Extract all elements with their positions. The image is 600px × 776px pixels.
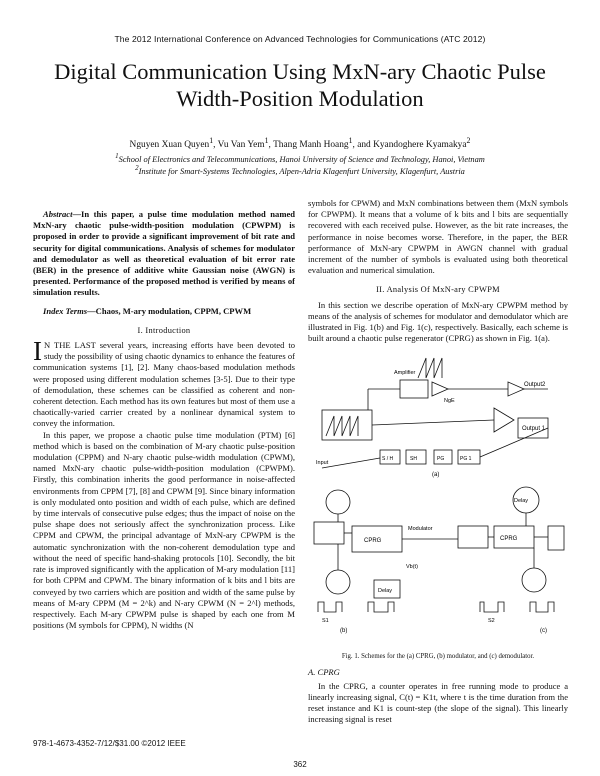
continued-paragraph: symbols for CPWM) and MxN combinations between them (MxN symbols for CPWPM). It means that a volume of k bits and l bits are sequentially recovered with each received pulse. However, as the bit rate increases, the performance in noise becomes worse. Therefore, in the paper, the BER performance of MxN-ary CPWPM in AWGN channel with gradual increment of the number of symbols is evaluated using both theoretical evaluation and numerical simulation. — [308, 198, 568, 276]
affiliation-1: $^1$School of Electronics and Telecommunications, Hanoi University of Science and Technology, Hanoi, Vietnam — [115, 152, 485, 164]
sawtooth-wave — [418, 358, 442, 378]
label-delay-c: Delay — [514, 498, 529, 505]
author-list: Nguyen Xuan Quyen$^1$, Vu Van Yem$^1$, Thang Manh Hoang$^1$, and Kyandoghere Kyamakya$^2$ — [129, 136, 471, 151]
label-delay-b: Delay — [378, 588, 393, 595]
conference-header: The 2012 International Conference on Advanced Technologies for Communications (ATC 2012) — [114, 34, 486, 44]
figure-caption: Fig. 1. Schemes for the (a) CPRG, (b) modulator, and (c) demodulator. — [341, 653, 535, 661]
label-a: (a) — [432, 472, 440, 479]
label-s1: S1 — [322, 618, 329, 625]
label-cprg-c: CPRG — [500, 536, 518, 543]
index-terms: Index Terms—Chaos, M-ary modulation, CPPM, CPWM — [43, 305, 252, 316]
label-input: Input — [316, 460, 329, 467]
intro-paragraph-1: I N THE LAST several years, increasing efforts have been devoted to study the possibility of using chaotic dynamics to enhance the features of communication systems [1], [2]. Many chaos-based modulation methods were proposed using different modulation schemes [3-5]. Due to their type of demodulation, these schemes can be classified as coherent and non-coherent detection. Each method has its own features but most of them use a chaotically-varied carrier created by a nonlinear dynamical system to convey the information. — [33, 336, 295, 429]
label-s2: S2 — [488, 618, 495, 625]
label-pg: PG — [437, 456, 445, 463]
figure-1 — [308, 350, 568, 650]
drop-cap: I — [33, 336, 42, 367]
affiliation-2: $^2$Institute for Smart-Systems Technologies, Alpen-Adria Klagenfurt University, Klagenfurt, Austria — [135, 164, 465, 176]
clock-circle-4 — [522, 568, 546, 592]
block-diagram — [308, 350, 568, 650]
label-sh: S / H — [382, 456, 394, 463]
label-cprg-b: CPRG — [364, 538, 382, 545]
comparator — [494, 408, 514, 432]
author: Nguyen Xuan Quyen — [129, 140, 210, 151]
author: Vu Van Yem — [217, 140, 265, 151]
section-heading-introduction: I. Introduction — [137, 325, 191, 335]
output-block-c — [548, 526, 564, 550]
cprg-paragraph: In the CPRG, a counter operates in free running mode to produce a linearly increasing signal, C(t) = K1t, where t is the time duration from the reset instance and K1 is count-step (the slope of the signal). This linearly increasing signal is reset — [308, 680, 568, 725]
label-vb: Vb(t) — [406, 564, 418, 571]
sawtooth-block — [322, 410, 372, 440]
author: Thang Manh Hoang — [273, 140, 349, 151]
clock-circle-2 — [326, 570, 350, 594]
label-b: (b) — [340, 628, 348, 635]
analysis-paragraph: In this section we describe operation of MxN-ary CPWPM method by means of the analysis of schemes for modulator and demodulator which are illustrated in Fig. 1(b) and Fig. 1(c), respectively. Basically, each scheme is built around a chaotic pulse regenerator (CPRG) as shown in Fig. 1(a). — [308, 299, 568, 344]
label-output1: Output 1 — [522, 426, 546, 433]
intro-paragraph-2: In this paper, we propose a chaotic pulse time modulation (PTM) [6] method which is based on the combination of M-ary chaotic pulse-position modulation (CPPM) and N-ary chaotic pulse-width modulation (CPWM), named MxN-ary chaotic pulse-width-position modulation (CPWPM). Firstly, this combination inherits the good performance in noise-affected environments from CPPM [7], [8] and CPWM [9]. Since binary information is only modulated onto position and width of each pulse, which are defined by time intervals of consecutive pulse edges; thus the impact of noise on the pulse shape does not seriously affect the synchronization process. Like CPPM and CPWM, the principal advantage of MxN-ary CPWPM is the automatic synchronization with the non-coherent demodulation type and without the need of specific hand-shaking protocols [10]. Secondly, the bit rate is improved significantly with the application of M-ary modulation [11] for both CPPM and CPWM. The binary information of k bits and l bits are conveyed by two carriers which are position and width of the same pulse by means of M-ary CPPM (M = 2^k) and N-ary CPWM (N = 2^l) methods, respectively. Each M-ary CPWPM pulse is shaped by each one from M positions (M symbols for CPPM), N widths (N — [33, 429, 295, 631]
right-column — [308, 198, 568, 725]
subsection-heading-cprg: A. CPRG — [308, 667, 340, 678]
label-pg1: PG 1 — [460, 456, 472, 463]
selector-block — [314, 522, 344, 544]
amplifier-triangle — [432, 382, 448, 396]
label-output2: Output2 — [524, 382, 546, 389]
amplifier-block — [400, 380, 428, 398]
label-amplifier: Amplifier — [394, 370, 416, 377]
clock-circle-1 — [326, 490, 350, 514]
copyright-footer: 978-1-4673-4352-7/12/$31.00 ©2012 IEEE — [33, 739, 186, 748]
label-ng: NgE — [444, 398, 455, 405]
page-number: 362 — [293, 760, 307, 769]
section-heading-analysis: II. Analysis Of MxN-ary CPWPM — [376, 285, 500, 295]
label-sh2: SH — [410, 456, 417, 463]
author: Kyandoghere Kyamakya — [373, 140, 467, 151]
label-modulator: Modulator — [408, 526, 433, 533]
label-c: (c) — [540, 628, 547, 635]
a-block — [458, 526, 488, 548]
abstract: Abstract—In this paper, a pulse time modulation method named MxN-ary chaotic pulse-width-position modulation (CPWPM) is proposed in order to provide a significant improvement of bit rate and security for digital communications. Analysis of schemes for modulator and demodulator as well as theoretical evaluation of bit error rate (BER) in the presence of additive white Gaussian noise (AWGN) is presented. Performance of the proposed method is verified by means of simulation results. — [33, 209, 295, 298]
left-column — [33, 209, 295, 631]
paper-title: Digital Communication Using MxN-ary Chaotic Pulse Width-Position Modulation — [54, 59, 546, 111]
